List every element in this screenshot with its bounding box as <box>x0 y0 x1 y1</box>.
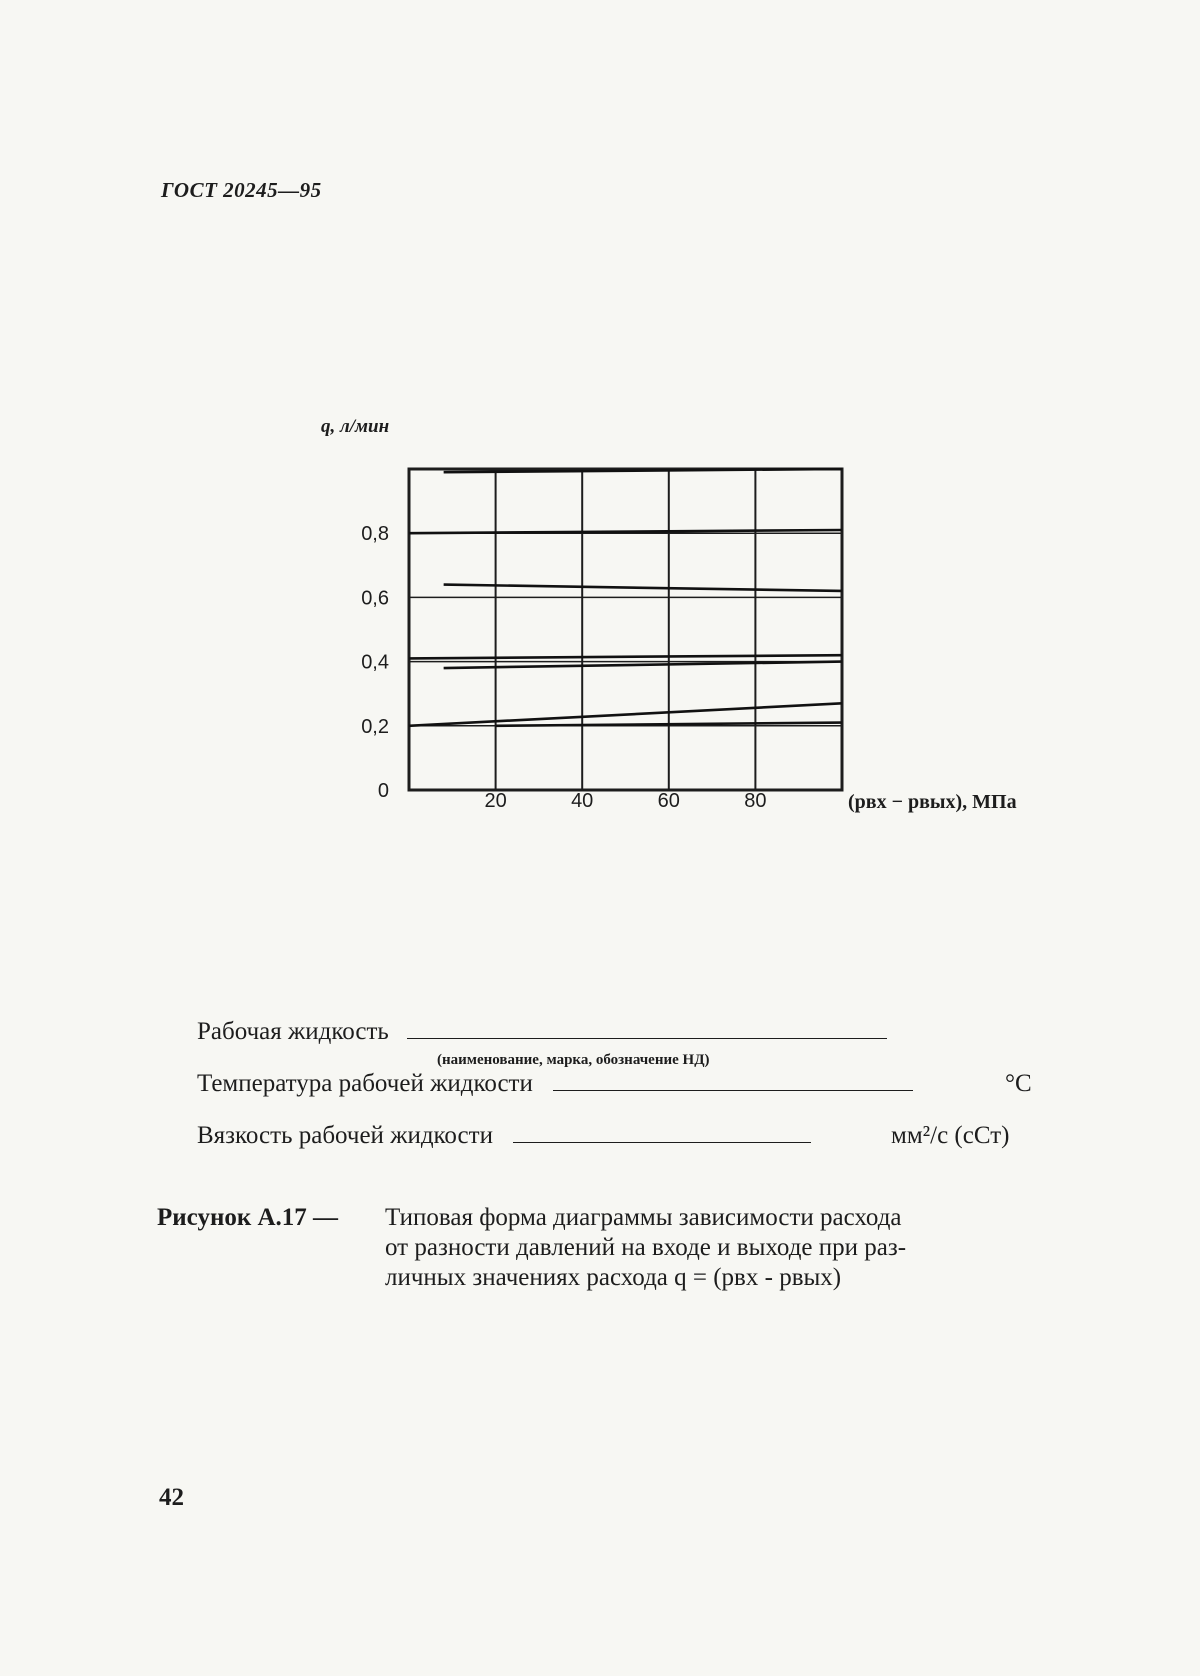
x-axis-label: (pвх − pвых), МПа <box>848 791 1017 813</box>
temperature-row <box>197 1070 913 1098</box>
caption-text: Типовая форма диаграммы зависимости расхода от разности давлений на входе и выходе при раз- личных значениях расхода q = (pвх - pвых) <box>385 1204 907 1291</box>
y-tick-label: 0,8 <box>361 523 389 546</box>
x-tick-label: 60 <box>657 790 680 812</box>
y-tick-label: 0,2 <box>361 715 389 738</box>
series-line-3 <box>444 585 842 591</box>
fluid-label: Рабочая жидкость <box>197 1018 389 1045</box>
y-tick-label: 0,6 <box>361 587 389 610</box>
page-number: 42 <box>159 1484 184 1511</box>
series-line-5 <box>444 662 842 668</box>
x-tick-label: 80 <box>744 790 767 812</box>
x-tick-label: 40 <box>571 790 594 812</box>
x-tick-labels <box>484 790 766 812</box>
temperature-label: Температура рабочей жидкости <box>197 1070 533 1097</box>
series-line-4 <box>409 655 842 658</box>
viscosity-blank <box>513 1141 811 1143</box>
page-header: ГОСТ 20245—95 <box>161 178 322 202</box>
y-tick-labels <box>361 523 389 802</box>
y-tick-label: 0 <box>377 780 389 802</box>
temperature-unit: °С <box>1005 1070 1032 1097</box>
x-tick-label: 20 <box>484 790 507 812</box>
fluid-row <box>197 1018 887 1046</box>
viscosity-unit: мм²/с (сСт) <box>891 1122 1010 1149</box>
fluid-blank <box>407 1037 887 1039</box>
viscosity-label: Вязкость рабочей жидкости <box>197 1122 493 1149</box>
temperature-blank <box>553 1089 913 1091</box>
viscosity-row <box>197 1122 811 1150</box>
y-tick-label: 0,4 <box>361 651 389 674</box>
plot-frame <box>409 469 842 790</box>
fluid-note: (наименование, марка, обозначение НД) <box>437 1052 710 1068</box>
y-axis-label: q, л/мин <box>321 416 390 437</box>
grid-lines <box>409 469 842 790</box>
caption-label: Рисунок А.17 — <box>157 1204 339 1231</box>
